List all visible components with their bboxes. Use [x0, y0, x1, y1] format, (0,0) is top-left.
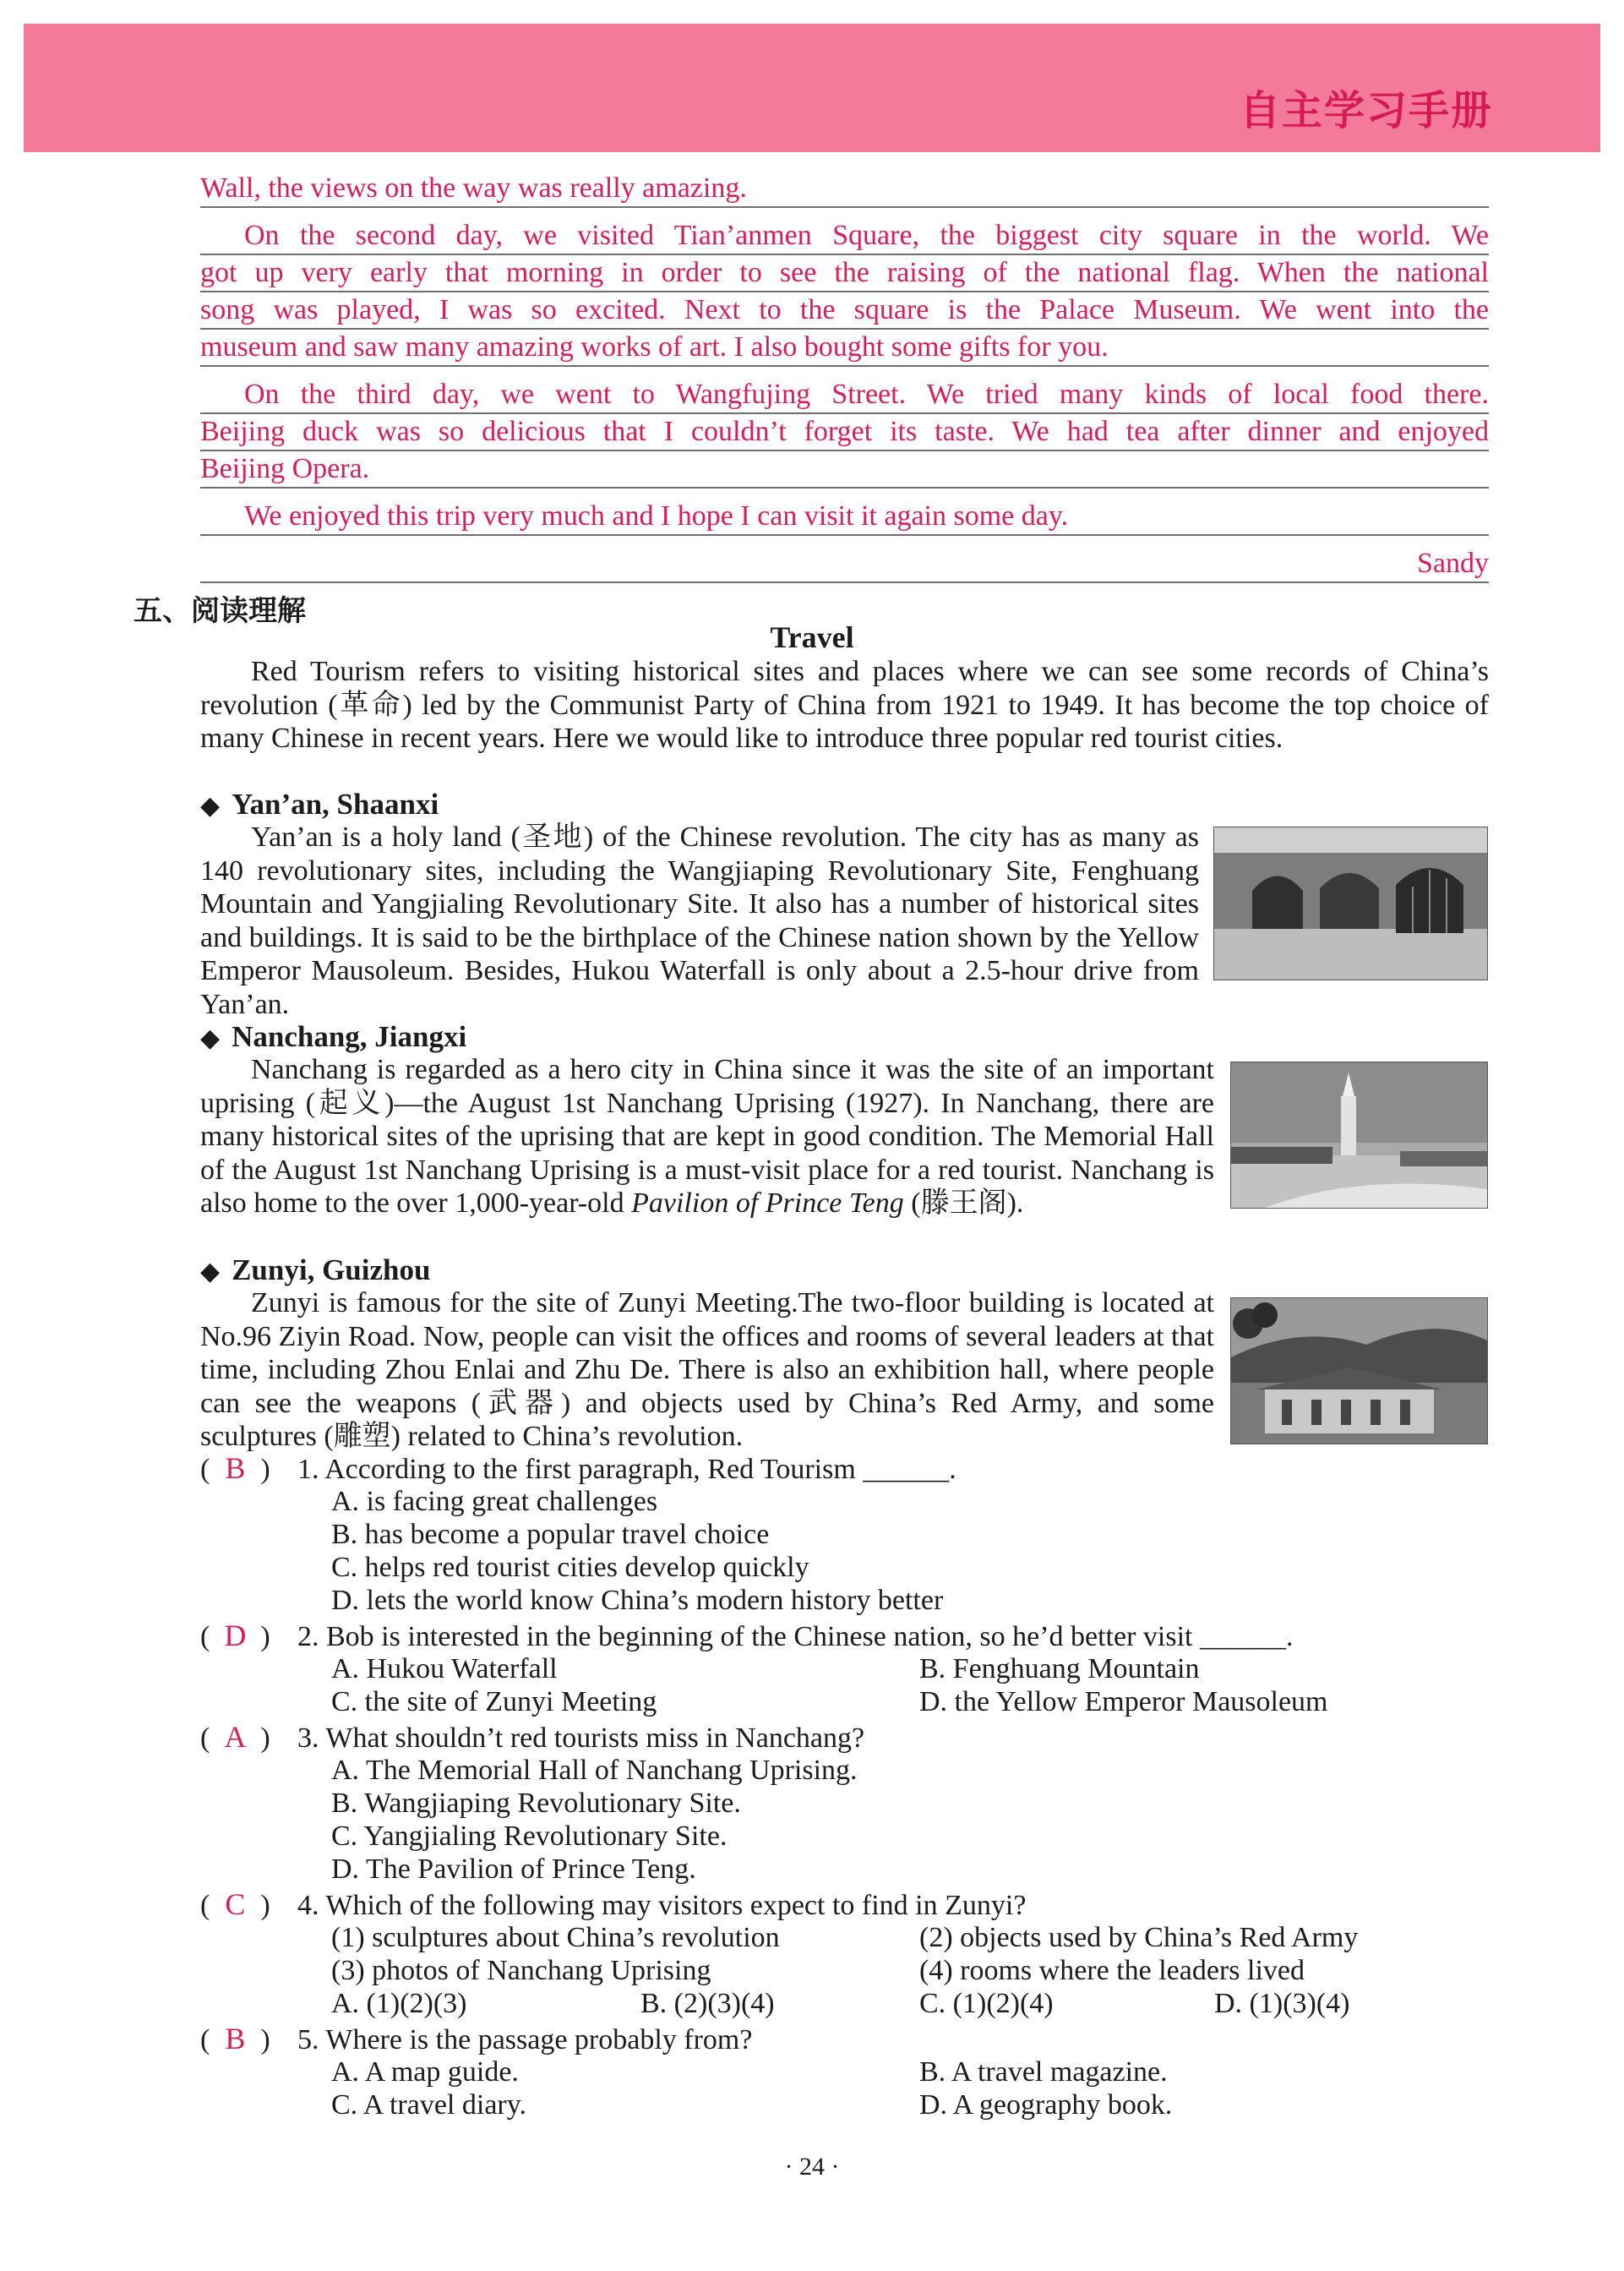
- letter-line: museum and saw many amazing works of art. I also bought some gifts for you.: [200, 330, 1489, 367]
- option: A. A map guide.: [331, 2056, 519, 2088]
- city-text-yanan: [200, 821, 1199, 1021]
- option: B. Fenghuang Mountain: [919, 1653, 1200, 1684]
- option: A. The Memorial Hall of Nanchang Uprising.: [331, 1755, 858, 1786]
- question-stem: 2. Bob is interested in the beginning of the Chinese nation, so he’d better visit ______.: [297, 1621, 1294, 1652]
- option: D. A geography book.: [919, 2089, 1173, 2121]
- city-heading-yanan: [200, 788, 439, 822]
- answer-paren: ( B ): [200, 2022, 270, 2055]
- letter-line: On the third day, we went to Wangfujing Street. We tried many kinds of local food there.: [200, 377, 1489, 414]
- letter-line: Wall, the views on the way was really amazing.: [200, 171, 1489, 208]
- question-4: [200, 1888, 1026, 1923]
- diamond-bullet-icon: ◆: [200, 1258, 221, 1286]
- choice-item: (3) photos of Nanchang Uprising: [331, 1955, 711, 1986]
- choice-item: (2) objects used by China’s Red Army: [919, 1922, 1359, 1953]
- option: A. is facing great challenges: [331, 1486, 658, 1517]
- option: C. the site of Zunyi Meeting: [331, 1686, 657, 1717]
- sample-letter: [200, 171, 1489, 583]
- pavilion-name: Pavilion of Prince Teng: [631, 1187, 904, 1219]
- answer-letter: C: [225, 1887, 246, 1921]
- city-paragraph: Zunyi is famous for the site of Zunyi Meeting.The two-floor building is located at No.96 Ziyin Road. Now, people can visit the offices and rooms of several leaders at that time, including Zhou Enlai and Zhu De. There is also an exhibition hall, where people can see the weapons (武器) and objects used by China’s Red Army, and some sculptures (雕塑) related to China’s revolution.: [200, 1287, 1214, 1452]
- header-title: 自主学习手册: [1239, 87, 1493, 134]
- option: D. The Pavilion of Prince Teng.: [331, 1853, 696, 1885]
- city-heading-zunyi: [200, 1253, 430, 1287]
- article-intro: [200, 655, 1489, 756]
- question-stem: 3. What shouldn’t red tourists miss in Nanchang?: [297, 1722, 865, 1754]
- question-stem: 5. Where is the passage probably from?: [297, 2024, 753, 2055]
- city-paragraph: Yan’an is a holy land (圣地) of the Chinese revolution. The city has as many as 140 revolutionary sites, including the Wangjiaping Revolutionary Site, Fenghuang Mountain and Yangjialing Revolutionary Site. It also has a number of historical sites and buildings. It is said to be the birthplace of the Chinese nation shown by the Yellow Emperor Mausoleum. Besides, Hukou Waterfall is only about a 2.5-hour drive from Yan’an.: [200, 822, 1199, 1020]
- choice-item: (1) sculptures about China’s revolution: [331, 1922, 780, 1953]
- city-text-part: (滕王阁).: [903, 1187, 1024, 1219]
- option: B. (2)(3)(4): [640, 1988, 775, 2019]
- answer-paren: ( C ): [200, 1887, 270, 1921]
- nanchang-monument-photo: [1230, 1062, 1488, 1209]
- answer-letter: B: [225, 2022, 246, 2055]
- option: D. the Yellow Emperor Mausoleum: [919, 1686, 1328, 1717]
- letter-line: Beijing Opera.: [200, 451, 1489, 489]
- diamond-bullet-icon: ◆: [200, 1024, 221, 1052]
- city-text-zunyi: [200, 1286, 1214, 1454]
- city-text-nanchang: [200, 1053, 1214, 1220]
- letter-line: We enjoyed this trip very much and I hope I can visit it again some day.: [200, 499, 1489, 536]
- option: C. (1)(2)(4): [919, 1988, 1054, 2019]
- letter-line: On the second day, we visited Tian’anmen Square, the biggest city square in the world. We: [200, 218, 1489, 255]
- answer-letter: A: [224, 1720, 247, 1754]
- question-2: [200, 1619, 1293, 1654]
- question-stem: 1. According to the first paragraph, Red Tourism ______.: [297, 1454, 956, 1485]
- city-text-part: Nanchang is regarded as a hero city in China since it was the site of an important uprising (起义)—the August 1st Nanchang Uprising (1927). In Nanchang, there are many historical sites of the uprising that are kept in good condition. The Memorial Hall of the August 1st Nanchang Uprising is a must-visit place for a red tourist. Nanchang is also home to the over 1,000-year-old: [200, 1054, 1214, 1219]
- option: A. (1)(2)(3): [331, 1988, 467, 2019]
- answer-paren: ( A ): [200, 1720, 270, 1754]
- yanan-cave-photo: [1213, 827, 1488, 980]
- answer-paren: ( B ): [200, 1451, 270, 1485]
- letter-line: Beijing duck was so delicious that I couldn’t forget its taste. We had tea after dinner and enjoyed: [200, 414, 1489, 451]
- diamond-bullet-icon: ◆: [200, 792, 221, 820]
- question-stem: 4. Which of the following may visitors expect to find in Zunyi?: [297, 1890, 1027, 1921]
- letter-line: song was played, I was so excited. Next to the square is the Palace Museum. We went into the: [200, 292, 1489, 330]
- zunyi-building-photo: [1230, 1297, 1488, 1444]
- answer-paren: ( D ): [200, 1619, 270, 1652]
- choice-item: (4) rooms where the leaders lived: [919, 1955, 1305, 1986]
- option: D. lets the world know China’s modern history better: [331, 1585, 944, 1616]
- option: D. (1)(3)(4): [1214, 1988, 1350, 2019]
- section-title: 五、阅读理解: [134, 594, 306, 628]
- article-title: Travel: [770, 620, 854, 654]
- answer-letter: B: [225, 1451, 246, 1485]
- city-name: Zunyi, Guizhou: [232, 1253, 431, 1286]
- letter-signature: Sandy: [200, 546, 1489, 583]
- question-3: [200, 1721, 864, 1755]
- option: C. Yangjialing Revolutionary Site.: [331, 1821, 728, 1852]
- option: B. A travel magazine.: [919, 2056, 1168, 2088]
- city-name: Nanchang, Jiangxi: [232, 1020, 467, 1053]
- question-5: [200, 2023, 752, 2057]
- question-1: [200, 1452, 956, 1487]
- intro-paragraph: Red Tourism refers to visiting historical sites and places where we can see some records of China’s revolution (革命) led by the Communist Party of China from 1921 to 1949. It has become the top choice of many Chinese in recent years. Here we would like to introduce three popular red tourist cities.: [200, 656, 1489, 754]
- option: A. Hukou Waterfall: [331, 1653, 558, 1684]
- page-number: · 24 ·: [784, 2153, 840, 2181]
- city-paragraph: [200, 1053, 1214, 1220]
- option: C. A travel diary.: [331, 2089, 527, 2121]
- option: C. helps red tourist cities develop quickly: [331, 1552, 809, 1583]
- option: B. has become a popular travel choice: [331, 1519, 770, 1550]
- letter-line: got up very early that morning in order to see the raising of the national flag. When the national: [200, 255, 1489, 292]
- option: B. Wangjiaping Revolutionary Site.: [331, 1788, 741, 1819]
- answer-letter: D: [224, 1619, 247, 1652]
- city-heading-nanchang: [200, 1020, 466, 1054]
- city-name: Yan’an, Shaanxi: [232, 788, 439, 821]
